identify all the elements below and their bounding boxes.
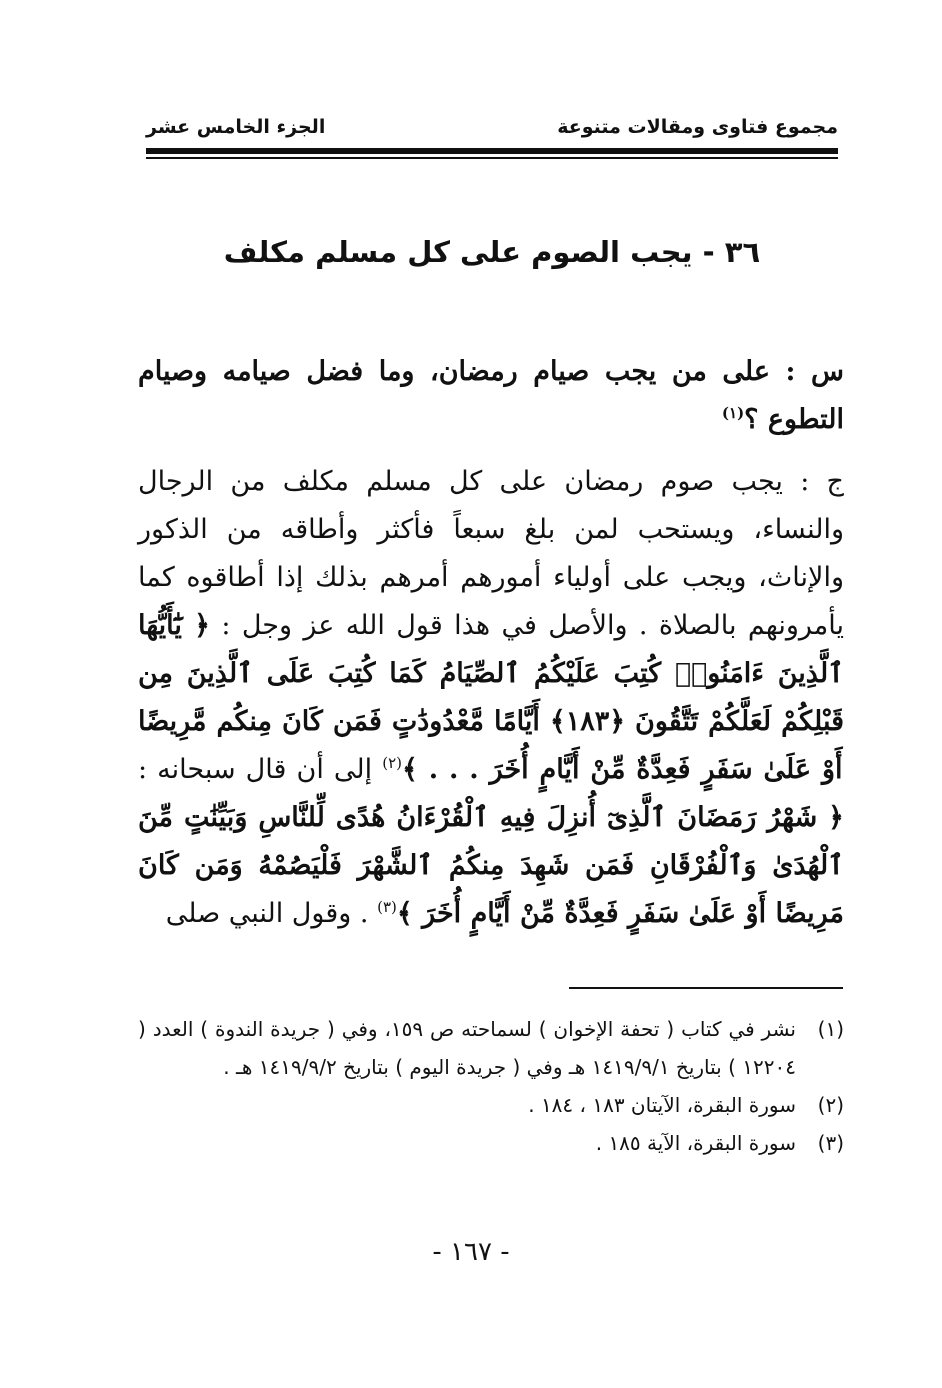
footnote-text: نشر في كتاب ( تحفة الإخوان ) لسماحته ص ١٥٩، وفي ( جريدة الندوة ) العدد ( ١٢٢٠٤ ) بتاريخ ١٤١٩/٩/١ هـ وفي ( جريدة اليوم ) بتاريخ ١٤١٩/٩/٢ هـ . (138, 1017, 796, 1079)
footnote-item (138, 1086, 844, 1124)
question-footnote-ref: (١) (721, 404, 745, 422)
footnote-text: سورة البقرة، الآية ١٨٥ . (595, 1131, 796, 1155)
quran-quote-2: ﴿ شَهْرُ رَمَضَانَ ٱلَّذِىٓ أُنزِلَ فِيهِ ٱلْقُرْءَانُ هُدًى لِّلنَّاسِ وَبَيِّنَٰتٍ مِّنَ ٱلْهُدَىٰ وَٱلْفُرْقَانِ فَمَن شَهِدَ مِنكُمُ ٱلشَّهْرَ فَلْيَصُمْهُ وَمَن كَانَ مَرِيضًا أَوْ عَلَىٰ سَفَرٍ فَعِدَّةٌ مِّنْ أَيَّامٍ أُخَرَ ﴾ (138, 802, 844, 929)
footnote-number: (١) (817, 1017, 844, 1041)
answer-paragraph (138, 458, 844, 938)
footnote-number: (٢) (817, 1093, 844, 1117)
footnotes (138, 1010, 844, 1162)
section-title: ٣٦ - يجب الصوم على كل مسلم مكلف (223, 235, 761, 269)
footnote-text: سورة البقرة، الآيتان ١٨٣ ، ١٨٤ . (528, 1093, 796, 1117)
answer-text-part2: إلى أن قال سبحانه : (138, 754, 373, 785)
page-number: - ١٦٧ - (432, 1237, 510, 1267)
footnote-number: (٣) (817, 1131, 844, 1155)
header-volume: الجزء الخامس عشر (146, 116, 326, 138)
question-text: س : على من يجب صيام رمضان، وما فضل صيامه وصيام التطوع ؟ (138, 356, 844, 435)
answer-text-part3: . وقول النبي صلى (165, 898, 369, 929)
footnote-item (138, 1010, 844, 1086)
running-header (146, 110, 838, 144)
answer-text-part1: ج : يجب صوم رمضان على كل مسلم مكلف من الرجال والنساء، ويستحب لمن بلغ سبعاً فأكثر وأطاقه من الذكور والإناث، ويجب على أولياء أمورهم أمرهم بذلك إذا أطاقوه كما يأمرونهم بالصلاة . والأصل في هذا قول الله عز وجل : (138, 466, 844, 641)
header-rule-thick (146, 148, 838, 154)
header-book-title: مجموع فتاوى ومقالات متنوعة (557, 116, 838, 138)
footnote-separator (569, 987, 843, 989)
header-rule-thin (146, 157, 838, 159)
footnote-ref-2: (٢) (382, 754, 402, 772)
footnote-ref-3: (٣) (377, 898, 397, 916)
quran-quote-1: ﴿ يَٰٓأَيُّهَا ٱلَّذِينَ ءَامَنُوا۟ كُتِبَ عَلَيْكُمُ ٱلصِّيَامُ كَمَا كُتِبَ عَلَى ٱلَّذِينَ مِن قَبْلِكُمْ لَعَلَّكُمْ تَتَّقُونَ ﴿١٨٣﴾ أَيَّامًا مَّعْدُودَٰتٍ فَمَن كَانَ مِنكُم مَّرِيضًا أَوْ عَلَىٰ سَفَرٍ فَعِدَّةٌ مِّنْ أَيَّامٍ أُخَرَ . . . ﴾ (138, 610, 844, 785)
question-paragraph (138, 348, 844, 444)
footnote-item (138, 1124, 844, 1162)
